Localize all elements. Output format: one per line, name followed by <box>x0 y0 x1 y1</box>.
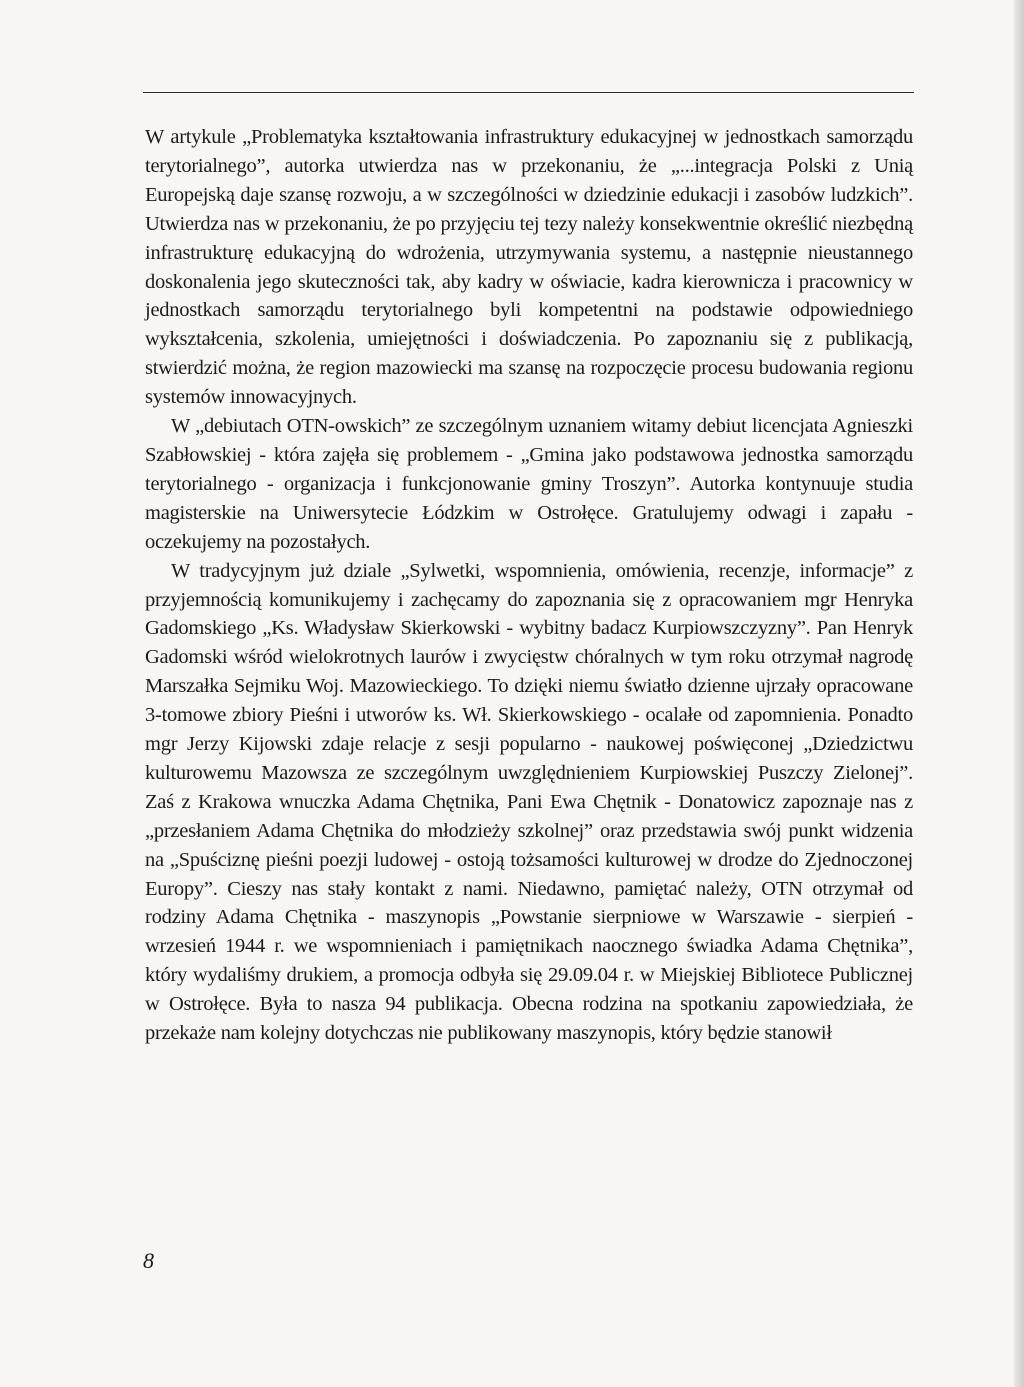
paragraph-3: W tradycyjnym już dziale „Sylwetki, wspomnienia, omówienia, recenzje, informacje” z przyjemnością komunikujemy i zachęcamy do zapoznania się z opracowaniem mgr Henryka Gadomskiego „Ks. Władysław Skierkowski - wybitny badacz Kurpiowszczyzny”. Pan Henryk Gadomski wśród wielokrotnych laurów i zwycięstw chóralnych w tym roku otrzymał nagrodę Marszałka Sejmiku Woj. Mazowieckiego. To dzięki niemu światło dzienne ujrzały opracowane 3-tomowe zbiory Pieśni i utworów ks. Wł. Skierkowskiego - ocalałe od zapomnienia. Ponadto mgr Jerzy Kijowski zdaje relacje z sesji popularno - naukowej poświęconej „Dziedzictwu kulturowemu Mazowsza ze szczególnym uwzględnieniem Kurpiowskiej Puszczy Zielonej”. Zaś z Krakowa wnuczka Adama Chętnika, Pani Ewa Chętnik - Donatowicz zapoznaje nas z „przesłaniem Adama Chętnika do młodzieży szkolnej” oraz przedstawia swój punkt widzenia na „Spuściznę pieśni poezji ludowej - ostoją tożsamości kulturowej w drodze do Zjednoczonej Europy”. Cieszy nas stały kontakt z nami. Niedawno, pamiętać należy, OTN otrzymał od rodziny Adama Chętnika - maszynopis „Powstanie sierpniowe w Warszawie - sierpień - wrzesień 1944 r. we wspomnieniach i pamiętnikach naocznego świadka Adama Chętnika”, który wydaliśmy drukiem, a promocja odbyła się 29.09.04 r. w Miejskiej Bibliotece Publicznej w Ostrołęce. Była to nasza 94 publikacja. Obecna rodzina na spotkaniu zapowiedziała, że przekaże nam kolejny dotychczas nie publikowany maszynopis, który będzie stanowił <box>145 559 913 1045</box>
header-rule <box>143 92 914 93</box>
scan-edge <box>1014 0 1024 1387</box>
page-number: 8 <box>143 1248 154 1273</box>
paragraph-2: W „debiutach OTN-owskich” ze szczególnym uznaniem witamy debiut licencjata Agnieszki Szabłowskiej - która zajęła się problemem - „Gmina jako podstawowa jednostka samorządu terytorialnego - organizacja i funkcjonowanie gminy Troszyn”. Autorka kontynuuje studia magisterskie na Uniwersytecie Łódzkim w Ostrołęce. Gratulujemy odwagi i zapału - oczekujemy na pozostałych. <box>145 415 913 553</box>
paragraph-1: W artykule „Problematyka kształtowania infrastruktury edukacyjnej w jednostkach samorządu terytorialnego”, autorka utwierdza nas w przekonaniu, że „...integracja Polski z Unią Europejską daje szansę rozwoju, a w szczególności w dziedzinie edukacji i zasobów ludzkich”. Utwierdza nas w przekonaniu, że po przyjęciu tej tezy należy konsekwentnie określić niezbędną infrastrukturę edukacyjną do wdrożenia, utrzymywania systemu, a następnie nieustannego doskonalenia jego skuteczności tak, aby kadry w oświacie, kadra kierownicza i pracownicy w jednostkach samorządu terytorialnego byli kompetentni na podstawie odpowiedniego wykształcenia, szkolenia, umiejętności i doświadczenia. Po zapoznaniu się z publikacją, stwierdzić można, że region mazowiecki ma szansę na rozpoczęcie procesu budowania regionu systemów innowacyjnych. <box>145 126 913 409</box>
body-text <box>145 123 913 1048</box>
